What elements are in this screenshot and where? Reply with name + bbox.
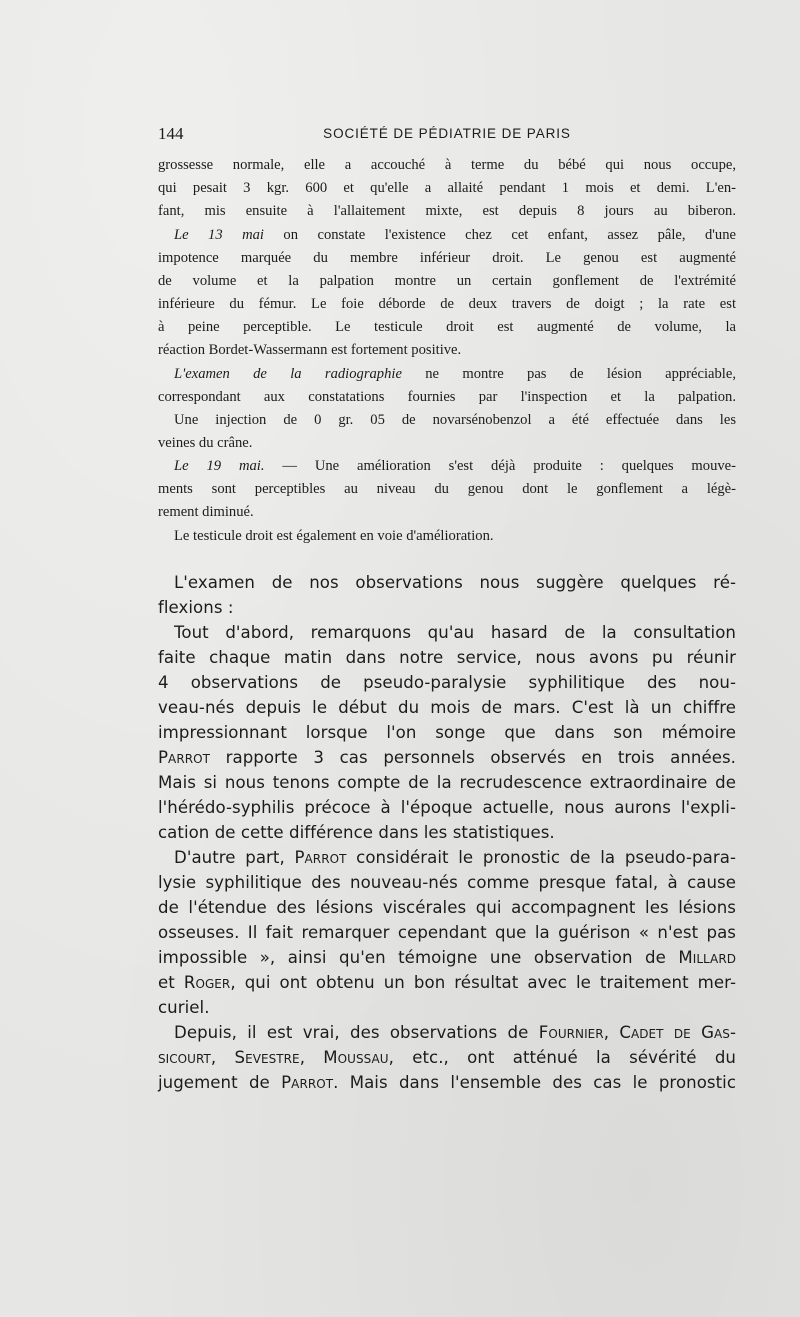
text-line: inférieure du fémur. Le foie déborde de deux travers de doigt ; la rate est	[158, 296, 736, 312]
text-line: Tout d'abord, remarquons qu'au hasard de la consultation	[174, 623, 736, 642]
text-line: veines du crâne.	[158, 435, 253, 451]
text-line: flexions :	[158, 598, 234, 617]
text-line: faite chaque matin dans notre service, nous avons pu réunir	[158, 648, 736, 667]
text-line: impotence marquée du membre inférieur droit. Le genou est augmenté	[158, 250, 736, 266]
text-line: veau-nés depuis le début du mois de mars. C'est là un chiffre	[158, 698, 736, 717]
text-line: Le testicule droit est également en voie d'amélioration.	[174, 528, 494, 544]
page-header	[158, 124, 736, 146]
text-line: Une injection de 0 gr. 05 de novarsénobenzol a été effectuée dans les	[174, 412, 736, 428]
text-line: et Roger, qui ont obtenu un bon résultat avec le traitement mer-	[158, 973, 737, 992]
running-title: SOCIÉTÉ DE PÉDIATRIE DE PARIS	[323, 126, 571, 141]
text-line: Depuis, il est vrai, des observations de Fournier, Cadet de Gas-	[174, 1023, 736, 1042]
text-line: cation de cette différence dans les statistiques.	[158, 823, 555, 842]
text-line: Le 13 mai on constate l'existence chez cet enfant, assez pâle, d'une	[174, 227, 736, 243]
text-line: L'examen de la radiographie ne montre pas de lésion appréciable,	[174, 366, 736, 382]
text-line: Parrot rapporte 3 cas personnels observés en trois années.	[158, 748, 736, 767]
text-line: impossible », ainsi qu'en témoigne une observation de Millard	[158, 948, 736, 967]
text-line: ments sont perceptibles au niveau du genou dont le gonflement a légè-	[158, 481, 736, 497]
text-line: jugement de Parrot. Mais dans l'ensemble des cas le pronostic	[158, 1073, 736, 1092]
text-line: fant, mis ensuite à l'allaitement mixte, est depuis 8 jours au biberon.	[158, 203, 736, 219]
text-line: curiel.	[158, 998, 210, 1017]
text-line: L'examen de nos observations nous suggère quelques ré-	[174, 573, 736, 592]
text-line: correspondant aux constatations fournies par l'inspection et la palpation.	[158, 389, 736, 405]
text-line: l'hérédo-syphilis précoce à l'époque actuelle, nous aurons l'expli-	[158, 798, 736, 817]
text-line: osseuses. Il fait remarquer cependant que la guérison « n'est pas	[158, 923, 736, 942]
text-line: réaction Bordet-Wassermann est fortement positive.	[158, 342, 462, 358]
text-line: à peine perceptible. Le testicule droit est augmenté de volume, la	[158, 319, 736, 335]
text-line: de l'étendue des lésions viscérales qui accompagnent les lésions	[158, 898, 736, 917]
text-line: lysie syphilitique des nouveau-nés comme presque fatal, à cause	[158, 873, 736, 892]
text-line: de volume et la palpation montre un certain gonflement de l'extrémité	[158, 273, 736, 289]
text-line: Le 19 mai. — Une amélioration s'est déjà produite : quelques mouve-	[174, 458, 736, 474]
text-line: sicourt, Sevestre, Moussau, etc., ont atténué la sévérité du	[158, 1048, 736, 1067]
text-line: qui pesait 3 kgr. 600 et qu'elle a allaité pendant 1 mois et demi. L'en-	[158, 180, 736, 196]
text-line: 4 observations de pseudo-paralysie syphilitique des nou-	[158, 673, 736, 692]
text-line: D'autre part, Parrot considérait le pronostic de la pseudo-para-	[174, 848, 736, 867]
text-line: Mais si nous tenons compte de la recrudescence extraordinaire de	[158, 773, 736, 792]
text-line: grossesse normale, elle a accouché à terme du bébé qui nous occupe,	[158, 157, 736, 173]
text-line: impressionnant lorsque l'on songe que dans son mémoire	[158, 723, 736, 742]
page-number: 144	[158, 124, 184, 143]
text-line: rement diminué.	[158, 504, 254, 520]
